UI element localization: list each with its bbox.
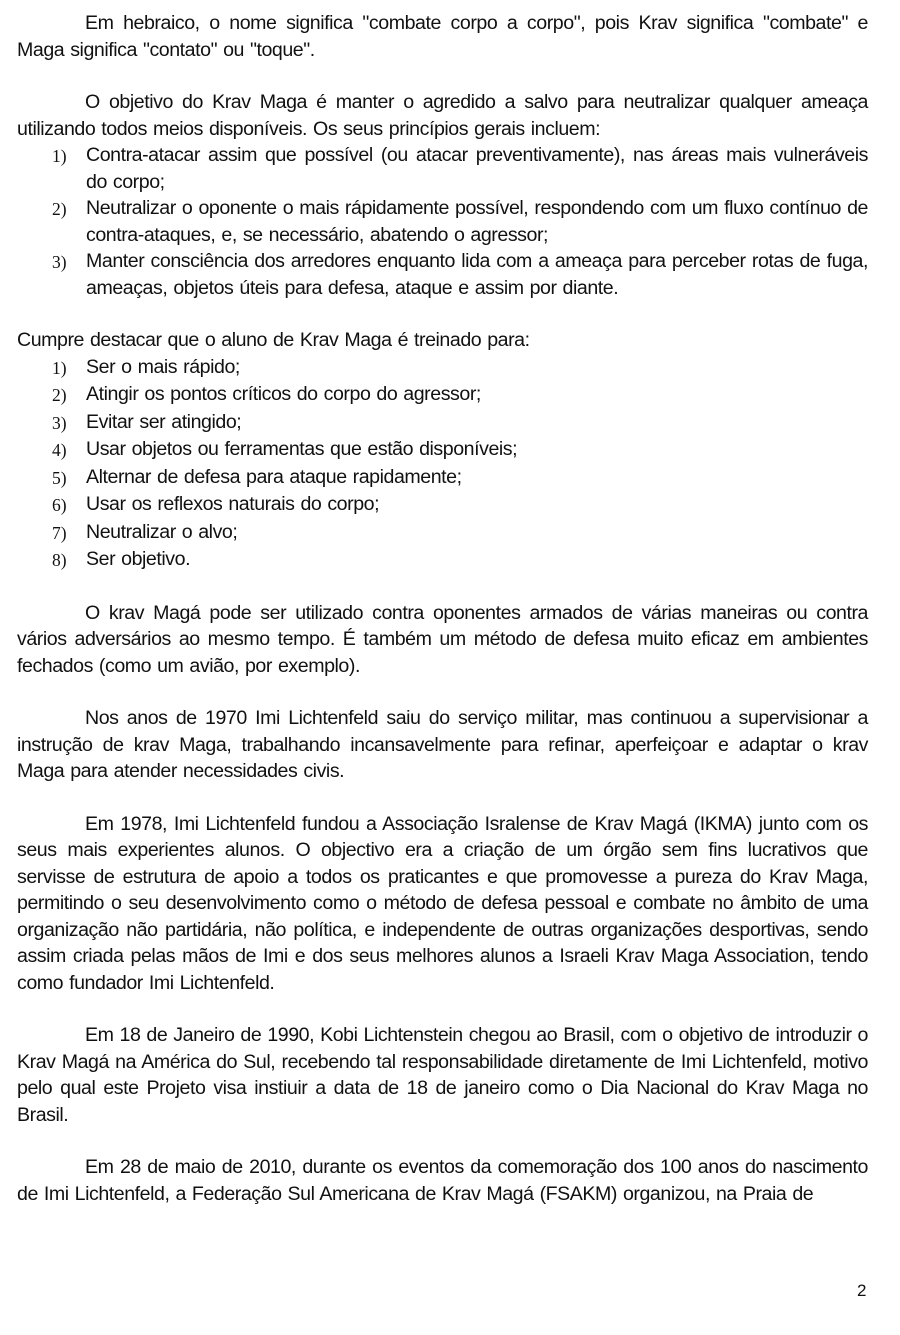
list-number: 8) <box>52 550 67 570</box>
list-item <box>17 195 868 248</box>
list-item <box>17 519 868 547</box>
page-number: 2 <box>857 1281 867 1300</box>
paragraph-ikma-1978: Em 1978, Imi Lichtenfeld fundou a Associação Isralense de Krav Magá (IKMA) junto com os seus mais experientes alunos. O objectivo era a criação de um órgão sem fins lucrativos que servisse de estrutura de apoio a todos os praticantes e que promovesse a pureza do Krav Maga, permitindo o seu desenvolvimento como o método de defesa pessoal e combate no âmbito de uma organização não partidária, não política, e independente de outras organizações desportivas, sendo assim criada pelas mãos de Imi e dos seus melhores alunos a Israeli Krav Maga Association, tendo como fundador Imi Lichtenfeld. <box>17 812 868 994</box>
list-text: Usar objetos ou ferramentas que estão disponíveis; <box>86 438 518 460</box>
list-text: Evitar ser atingido; <box>86 410 242 433</box>
principles-list <box>17 142 868 301</box>
list-item <box>17 354 868 382</box>
paragraph-2010-centenary: Em 28 de maio de 2010, durante os eventos da comemoração dos 100 anos do nascimento de Imi Lichtenfeld, a Federação Sul Americana de Krav Magá (FSAKM) organizou, na Praia de <box>17 1156 868 1205</box>
list-text: Manter consciência dos arredores enquanto lida com a ameaça para perceber rotas de fuga, ameaças, objetos úteis para defesa, ataque e assim por diante. <box>86 250 868 299</box>
list-item <box>17 546 868 574</box>
list-number: 2) <box>52 199 67 219</box>
list-item <box>17 381 868 409</box>
paragraph-1970s: Nos anos de 1970 Imi Lichtenfeld saiu do serviço militar, mas continuou a supervisionar a instrução de krav Maga, trabalhando incansavelmente para refinar, aperfeiçoar e adaptar o krav Maga para atender necessidades civis. <box>17 707 868 782</box>
paragraph-training-intro: Cumpre destacar que o aluno de Krav Maga é treinado para: <box>17 329 530 351</box>
list-number: 3) <box>52 252 67 272</box>
list-number: 3) <box>52 412 67 433</box>
training-list <box>17 354 868 574</box>
list-item <box>17 248 868 301</box>
list-item <box>17 436 868 464</box>
list-item <box>17 491 868 519</box>
paragraph-hebrew-meaning: Em hebraico, o nome significa "combate corpo a corpo", pois Krav significa "combate" e Maga significa "contato" ou "toque". <box>17 12 868 61</box>
list-text: Usar os reflexos naturais do corpo; <box>86 493 380 515</box>
list-item <box>17 464 868 492</box>
list-text: Ser objetivo. <box>86 548 191 570</box>
list-text: Neutralizar o alvo; <box>86 520 238 543</box>
list-number: 4) <box>52 440 67 460</box>
list-item <box>17 409 868 437</box>
list-text: Atingir os pontos críticos do corpo do agressor; <box>86 383 481 405</box>
list-number: 1) <box>52 357 67 378</box>
paragraph-armed-opponents: O krav Magá pode ser utilizado contra oponentes armados de várias maneiras ou contra vários adversários ao mesmo tempo. É também um método de defesa muito eficaz em ambientes fechados (como um avião, por exemplo). <box>17 601 868 677</box>
list-text: Contra-atacar assim que possível (ou atacar preventivamente), nas áreas mais vulneráveis do corpo; <box>86 144 868 193</box>
list-text: Neutralizar o oponente o mais rápidamente possível, respondendo com um fluxo contínuo de contra-ataques, e, se necessário, abatendo o agressor; <box>86 197 868 246</box>
list-number: 6) <box>52 495 67 515</box>
list-number: 5) <box>52 467 67 488</box>
paragraph-objective: O objetivo do Krav Maga é manter o agredido a salvo para neutralizar qualquer ameaça utilizando todos meios disponíveis. Os seus princípios gerais incluem: <box>17 91 868 140</box>
list-text: Ser o mais rápido; <box>86 355 240 378</box>
list-number: 7) <box>52 522 67 543</box>
paragraph-brazil-1990: Em 18 de Janeiro de 1990, Kobi Lichtenstein chegou ao Brasil, com o objetivo de introduzir o Krav Magá na América do Sul, recebendo tal responsabilidade diretamente de Imi Lichtenfeld, motivo pelo qual este Projeto visa instiuir a data de 18 de janeiro como o Dia Nacional do Krav Maga no Brasil. <box>17 1024 868 1126</box>
document-page <box>17 0 868 1207</box>
list-item <box>17 142 868 195</box>
list-text: Alternar de defesa para ataque rapidamente; <box>86 465 462 488</box>
list-number: 1) <box>52 146 67 166</box>
list-number: 2) <box>52 385 67 405</box>
